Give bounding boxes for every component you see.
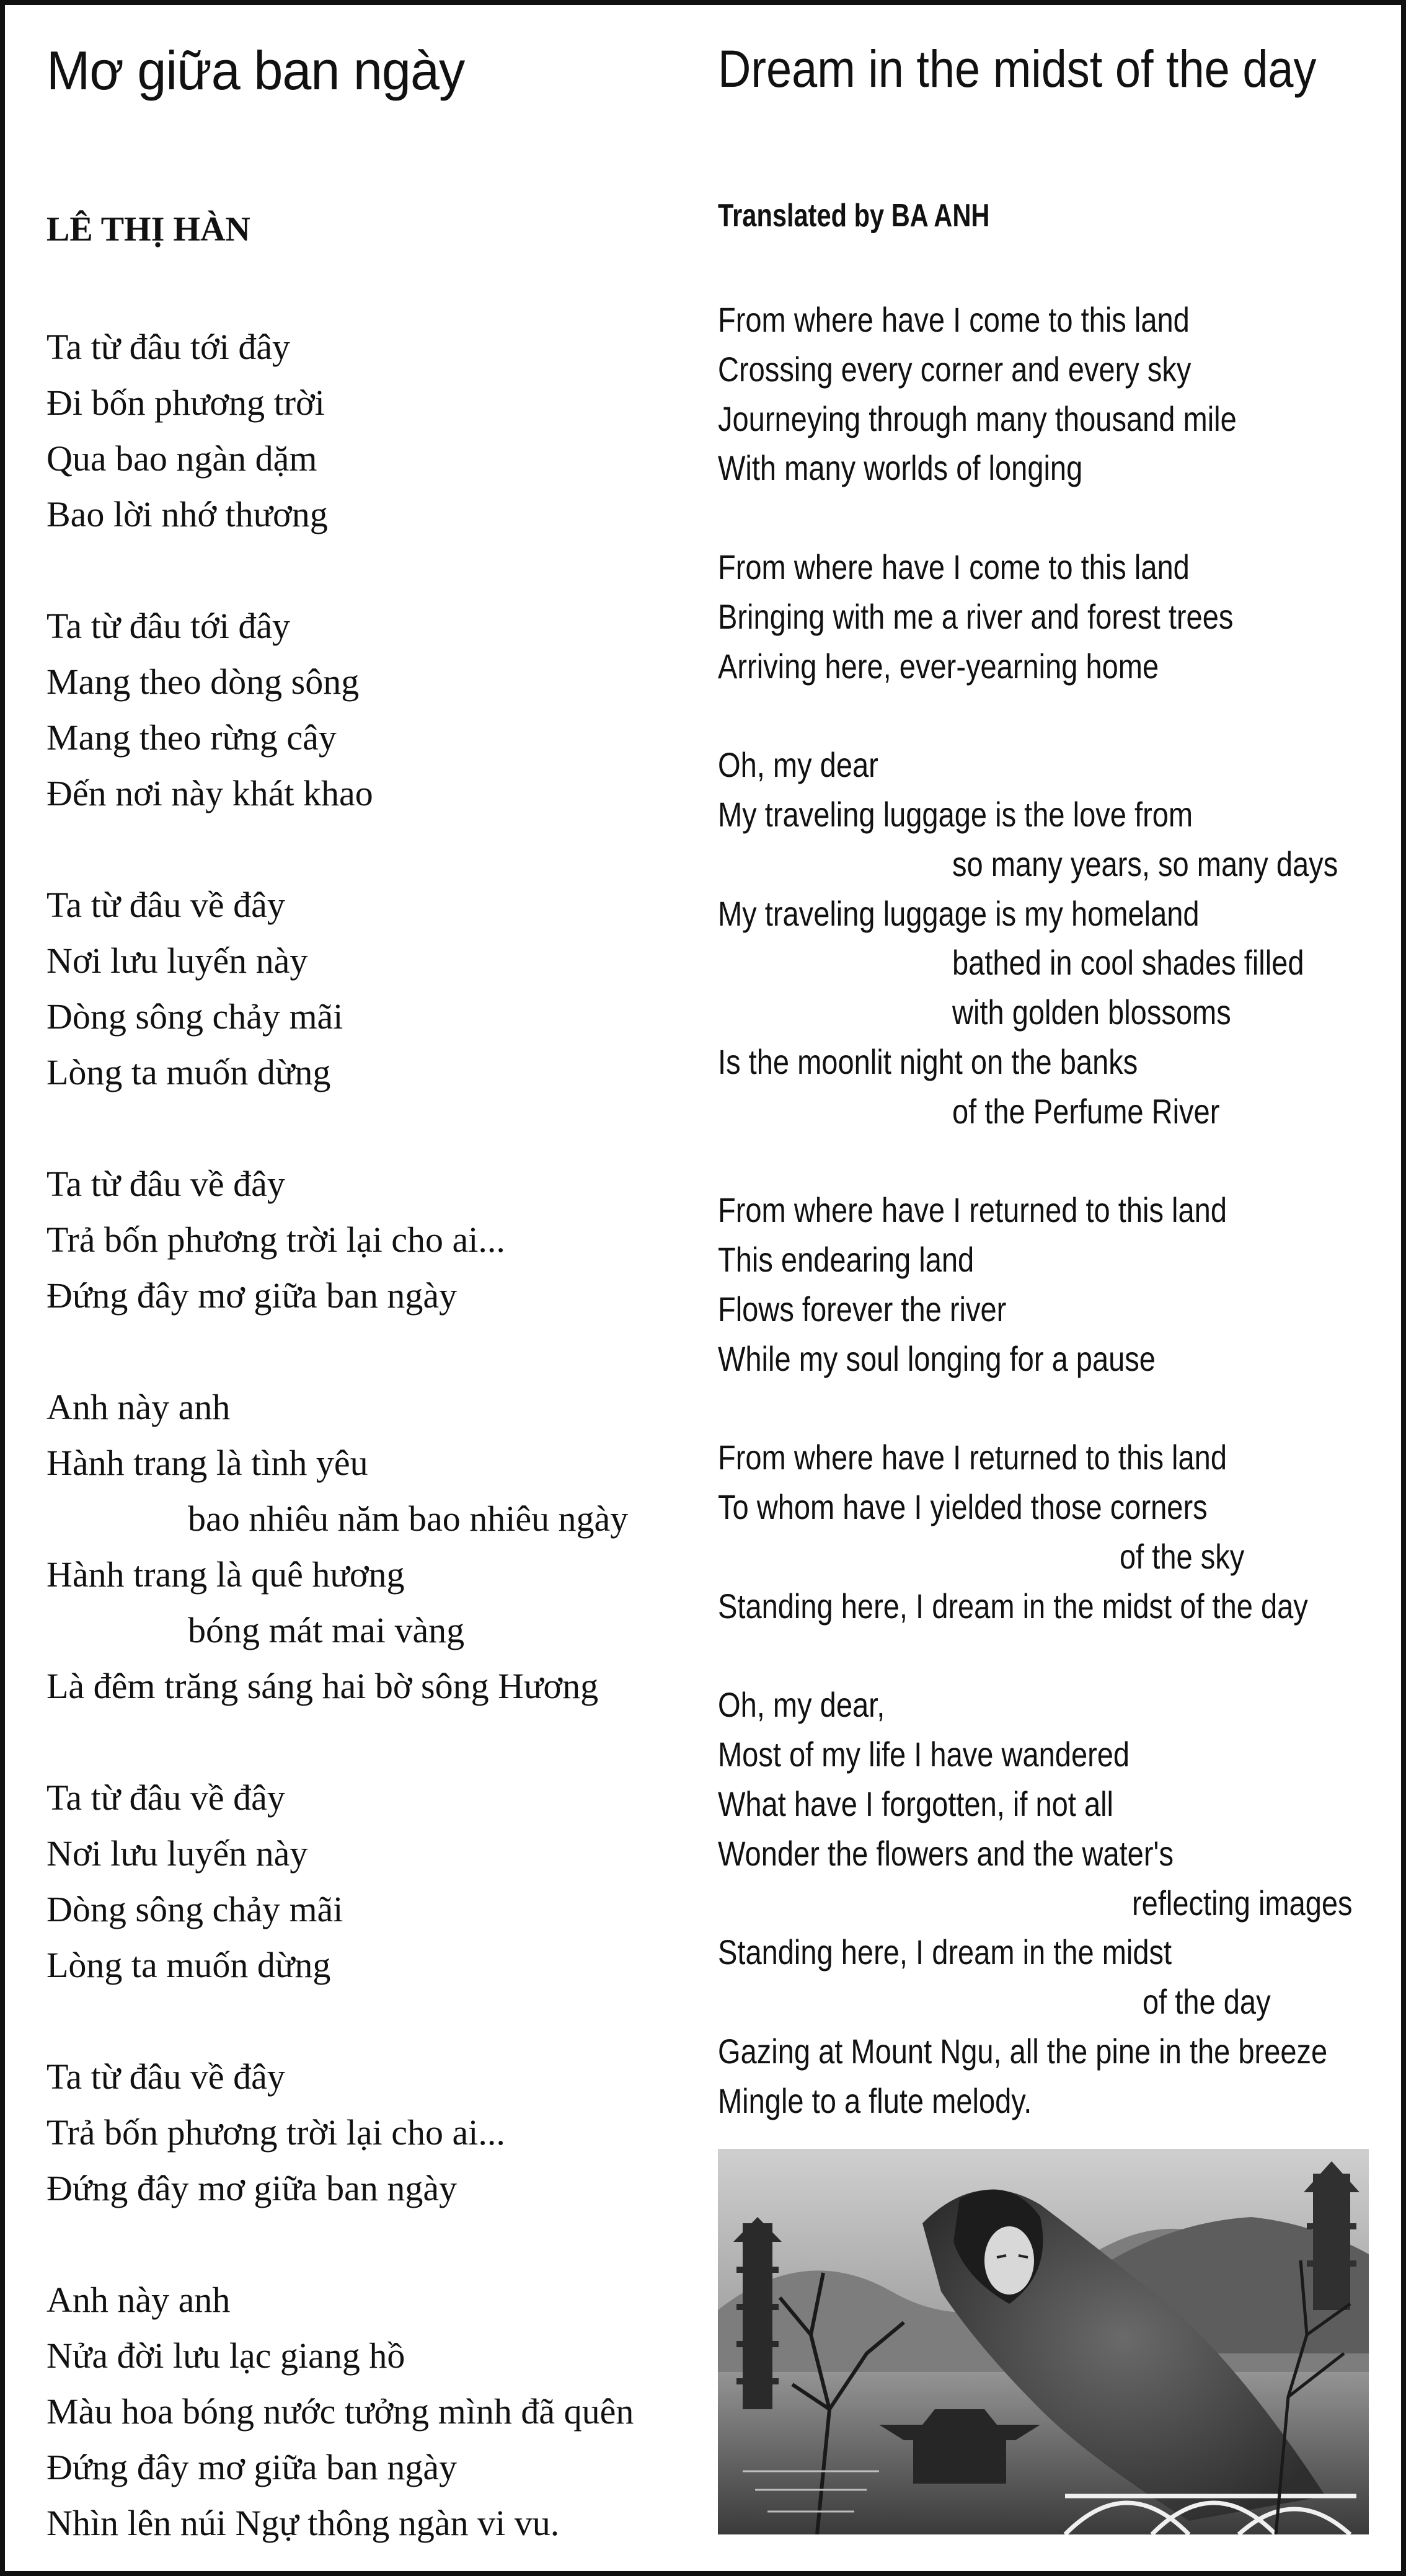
poem-line: Đứng đây mơ giữa ban ngày — [46, 2168, 458, 2208]
poem-line: Arriving here, ever-yearning home — [718, 646, 1159, 686]
poem-line: bóng mát mai vàng — [188, 1610, 465, 1650]
poem-line: reflecting images — [1132, 1883, 1353, 1923]
poem-line: From where have I come to this land — [718, 300, 1190, 339]
poem-line: Qua bao ngàn dặm — [46, 438, 317, 479]
poem-line: While my soul longing for a pause — [718, 1339, 1156, 1378]
poem-line: Trả bốn phương trời lại cho ai... — [46, 1219, 505, 1260]
poem-line: Oh, my dear — [718, 745, 878, 785]
poem-line: Ta từ đâu tới đây — [46, 327, 291, 367]
poem-line: Anh này anh — [46, 2280, 231, 2320]
poem-line: Standing here, I dream in the midst — [718, 1932, 1172, 1972]
poem-line: To whom have I yielded those corners — [718, 1487, 1208, 1527]
poem-line: Bringing with me a river and forest trees — [718, 596, 1234, 636]
poem-line: This endearing land — [718, 1240, 975, 1280]
poem-line: Hành trang là quê hương — [46, 1554, 405, 1595]
poem-line: Journeying through many thousand mile — [718, 399, 1237, 438]
poem-line: Flows forever the river — [718, 1290, 1007, 1329]
poem-line: Ta từ đâu về đây — [46, 1164, 285, 1204]
poem-line: bathed in cool shades filled — [952, 943, 1304, 983]
poem-line: Nửa đời lưu lạc giang hồ — [46, 2335, 405, 2376]
poem-line: Most of my life I have wandered — [718, 1735, 1130, 1774]
poem-line: Dòng sông chảy mãi — [46, 996, 343, 1037]
vietnamese-title: Mơ giữa ban ngày — [46, 40, 465, 101]
poem-line: My traveling luggage is my homeland — [718, 893, 1200, 933]
poem-line: of the day — [1143, 1982, 1271, 2022]
poem-line: Lòng ta muốn dừng — [46, 1945, 331, 1985]
poem-line: Standing here, I dream in the midst of the day — [718, 1586, 1308, 1626]
poem-line: Mingle to a flute melody. — [718, 2081, 1032, 2120]
poem-line: Trả bốn phương trời lại cho ai... — [46, 2112, 505, 2153]
poem-line: Ta từ đâu về đây — [46, 885, 285, 925]
poem-line: Anh này anh — [46, 1387, 231, 1427]
poem-line: Nhìn lên núi Ngự thông ngàn vi vu. — [46, 2503, 560, 2543]
poem-line: From where have I returned to this land — [718, 1438, 1227, 1477]
poem-line: of the sky — [1120, 1537, 1245, 1576]
poem-line: Đứng đây mơ giữa ban ngày — [46, 2447, 458, 2487]
poem-line: Ta từ đâu tới đây — [46, 606, 291, 646]
poem-line: Đến nơi này khát khao — [46, 773, 373, 813]
poem-line: Dòng sông chảy mãi — [46, 1889, 343, 1929]
poem-line: Hành trang là tình yêu — [46, 1443, 368, 1483]
author-name: LÊ THỊ HÀN — [46, 210, 250, 249]
poem-line: Nơi lưu luyến này — [46, 1833, 308, 1874]
poem-line: Wonder the flowers and the water's — [718, 1833, 1174, 1873]
poem-line: Là đêm trăng sáng hai bờ sông Hương — [46, 1666, 599, 1706]
poem-line: Màu hoa bóng nước tưởng mình đã quên — [46, 2391, 634, 2432]
poem-line: Mang theo rừng cây — [46, 717, 337, 758]
poem-line: so many years, so many days — [952, 844, 1338, 883]
poem-line: Nơi lưu luyến này — [46, 941, 308, 981]
poem-line: of the Perfume River — [952, 1091, 1220, 1131]
painting-woman-pagoda-river-icon — [718, 2149, 1369, 2534]
poem-line: with golden blossoms — [952, 993, 1231, 1032]
poem-line: Mang theo dòng sông — [46, 662, 360, 702]
poem-line: Oh, my dear, — [718, 1685, 885, 1725]
poem-line: Đi bốn phương trời — [46, 383, 325, 423]
poem-line: From where have I come to this land — [718, 547, 1190, 586]
poem-line: What have I forgotten, if not all — [718, 1784, 1114, 1823]
poem-line: bao nhiêu năm bao nhiêu ngày — [188, 1498, 629, 1539]
english-title: Dream in the midst of the day — [718, 40, 1317, 98]
poem-line: Gazing at Mount Ngu, all the pine in the breeze — [718, 2032, 1328, 2071]
poem-line: With many worlds of longing — [718, 448, 1083, 488]
poem-line: Lòng ta muốn dừng — [46, 1052, 331, 1092]
poem-line: Crossing every corner and every sky — [718, 349, 1192, 389]
poem-line: From where have I returned to this land — [718, 1190, 1227, 1230]
poem-line: Đứng đây mơ giữa ban ngày — [46, 1275, 458, 1316]
poem-line: My traveling luggage is the love from — [718, 795, 1193, 834]
translator-credit: Translated by BA ANH — [718, 198, 990, 234]
poem-line: Bao lời nhớ thương — [46, 494, 328, 534]
poem-line: Ta từ đâu về đây — [46, 1777, 285, 1818]
poem-line: Ta từ đâu về đây — [46, 2056, 285, 2097]
poem-line: Is the moonlit night on the banks — [718, 1042, 1138, 1081]
